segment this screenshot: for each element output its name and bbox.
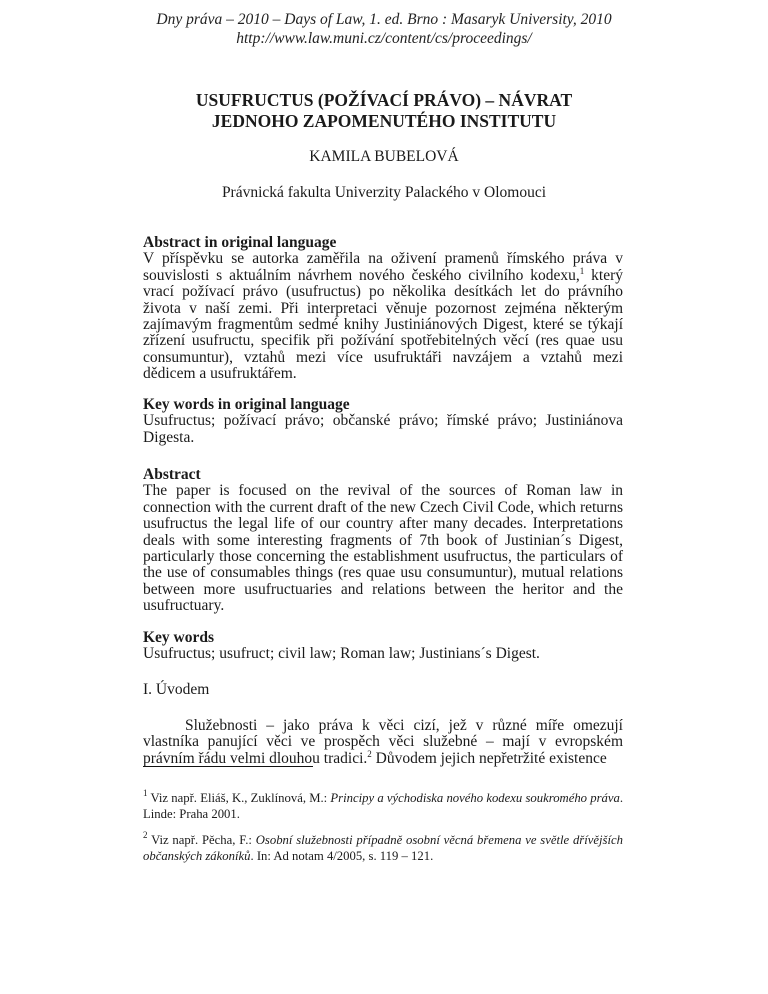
section-1-heading: I. Úvodem [143,681,210,698]
header-citation: Dny práva – 2010 – Days of Law, 1. ed. Brno : Masaryk University, 2010 [156,11,612,28]
header-url: http://www.law.muni.cz/content/cs/proceedings/ [236,30,532,47]
footnote-2 [143,832,623,864]
author-name: KAMILA BUBELOVÁ [309,148,459,165]
abstract-en-text: The paper is focused on the revival of the sources of Roman law in connection with the current draft of the new Czech Civil Code, which returns usufructus the legal life of our country after many decades. Interpretations deals with some interesting fragments of 7th book of Justinian´s Digest, particularly those concerning the establishment usufructus, the particulars of the use of consumables things (res quae usu consumuntur), mutual relations between more usufructuaries and relations between the heritor and the usufructuary. [143,482,623,615]
abstract-original-text [143,251,623,382]
abstract-en-heading: Abstract [143,466,201,483]
footnote-2-number: 2 [143,830,148,840]
paper-title [0,90,768,132]
footnote-2-pre: Viz např. Pěcha, F.: [147,833,256,847]
footnote-2-title: Osobní služebnosti případně osobní věcná břemena ve světle dřívějších občanských zákoníků [143,833,623,863]
keywords-original-heading: Key words in original language [143,396,350,413]
author-affiliation: Právnická fakulta Univerzity Palackého v Olomouci [221,184,547,201]
title-line-1: USUFRUCTUS (POŽÍVACÍ PRÁVO) – NÁVRAT [195,90,573,110]
section-1-text-part2: Důvodem jejich nepřetržité existence [371,749,607,767]
footnote-1-title: Principy a východiska nového kodexu soukromého práva [330,791,620,805]
footnote-ref-2[interactable]: 2 [367,748,372,759]
keywords-original-section [143,397,623,446]
keywords-en-section [143,630,623,663]
section-1-paragraph [143,718,623,767]
abstract-en-section [143,467,623,615]
running-header [0,10,768,48]
abstract-original-heading: Abstract in original language [143,234,337,251]
abstract-original-text-part1: V příspěvku se autorka zaměřila na oživení pramenů římského práva v souvislosti s aktuálním návrhem nového českého civilního kodexu, [143,250,623,284]
footnote-1 [143,790,623,822]
footnote-1-number: 1 [143,788,148,798]
footnote-1-pre: Viz např. Eliáš, K., Zuklínová, M.: [147,791,331,805]
abstract-original-text-part2: který vrací požívací právo (usufructus) po několika desítkách let do právního života v naší zemi. Při interpretaci věnuje pozornost zejména některým zajímavým fragmentům sedmé knihy Justiniánových Digest, které se týkají zřízení usufructu, specifik při požívání spotřebitelných věcí (res quae usu consumuntur), vztahů mezi více usufruktáři navzájem a vztahů mezi dědicem a usufruktářem. [143,266,623,383]
keywords-en-text: Usufructus; usufruct; civil law; Roman law; Justinians´s Digest. [143,645,540,663]
keywords-en-heading: Key words [143,629,215,646]
keywords-original-text: Usufructus; požívací právo; občanské právo; římské právo; Justiniánova Digesta. [143,412,623,446]
footnote-2-post: . In: Ad notam 4/2005, s. 119 – 121. [250,849,434,863]
abstract-original-section [143,235,623,383]
footnote-separator [143,766,313,767]
footnote-1-post: . Linde: Praha 2001. [143,791,624,821]
section-1-text-part1: Služebnosti – jako práva k věci cizí, jež v různé míře omezují vlastníka panující věci ve prospěch věci služebné – mají v evropském právním řádu velmi dlouhou tradici. [143,717,623,767]
title-line-2: JEDNOHO ZAPOMENUTÉHO INSTITUTU [211,111,557,131]
footnote-ref-1[interactable]: 1 [579,265,585,276]
